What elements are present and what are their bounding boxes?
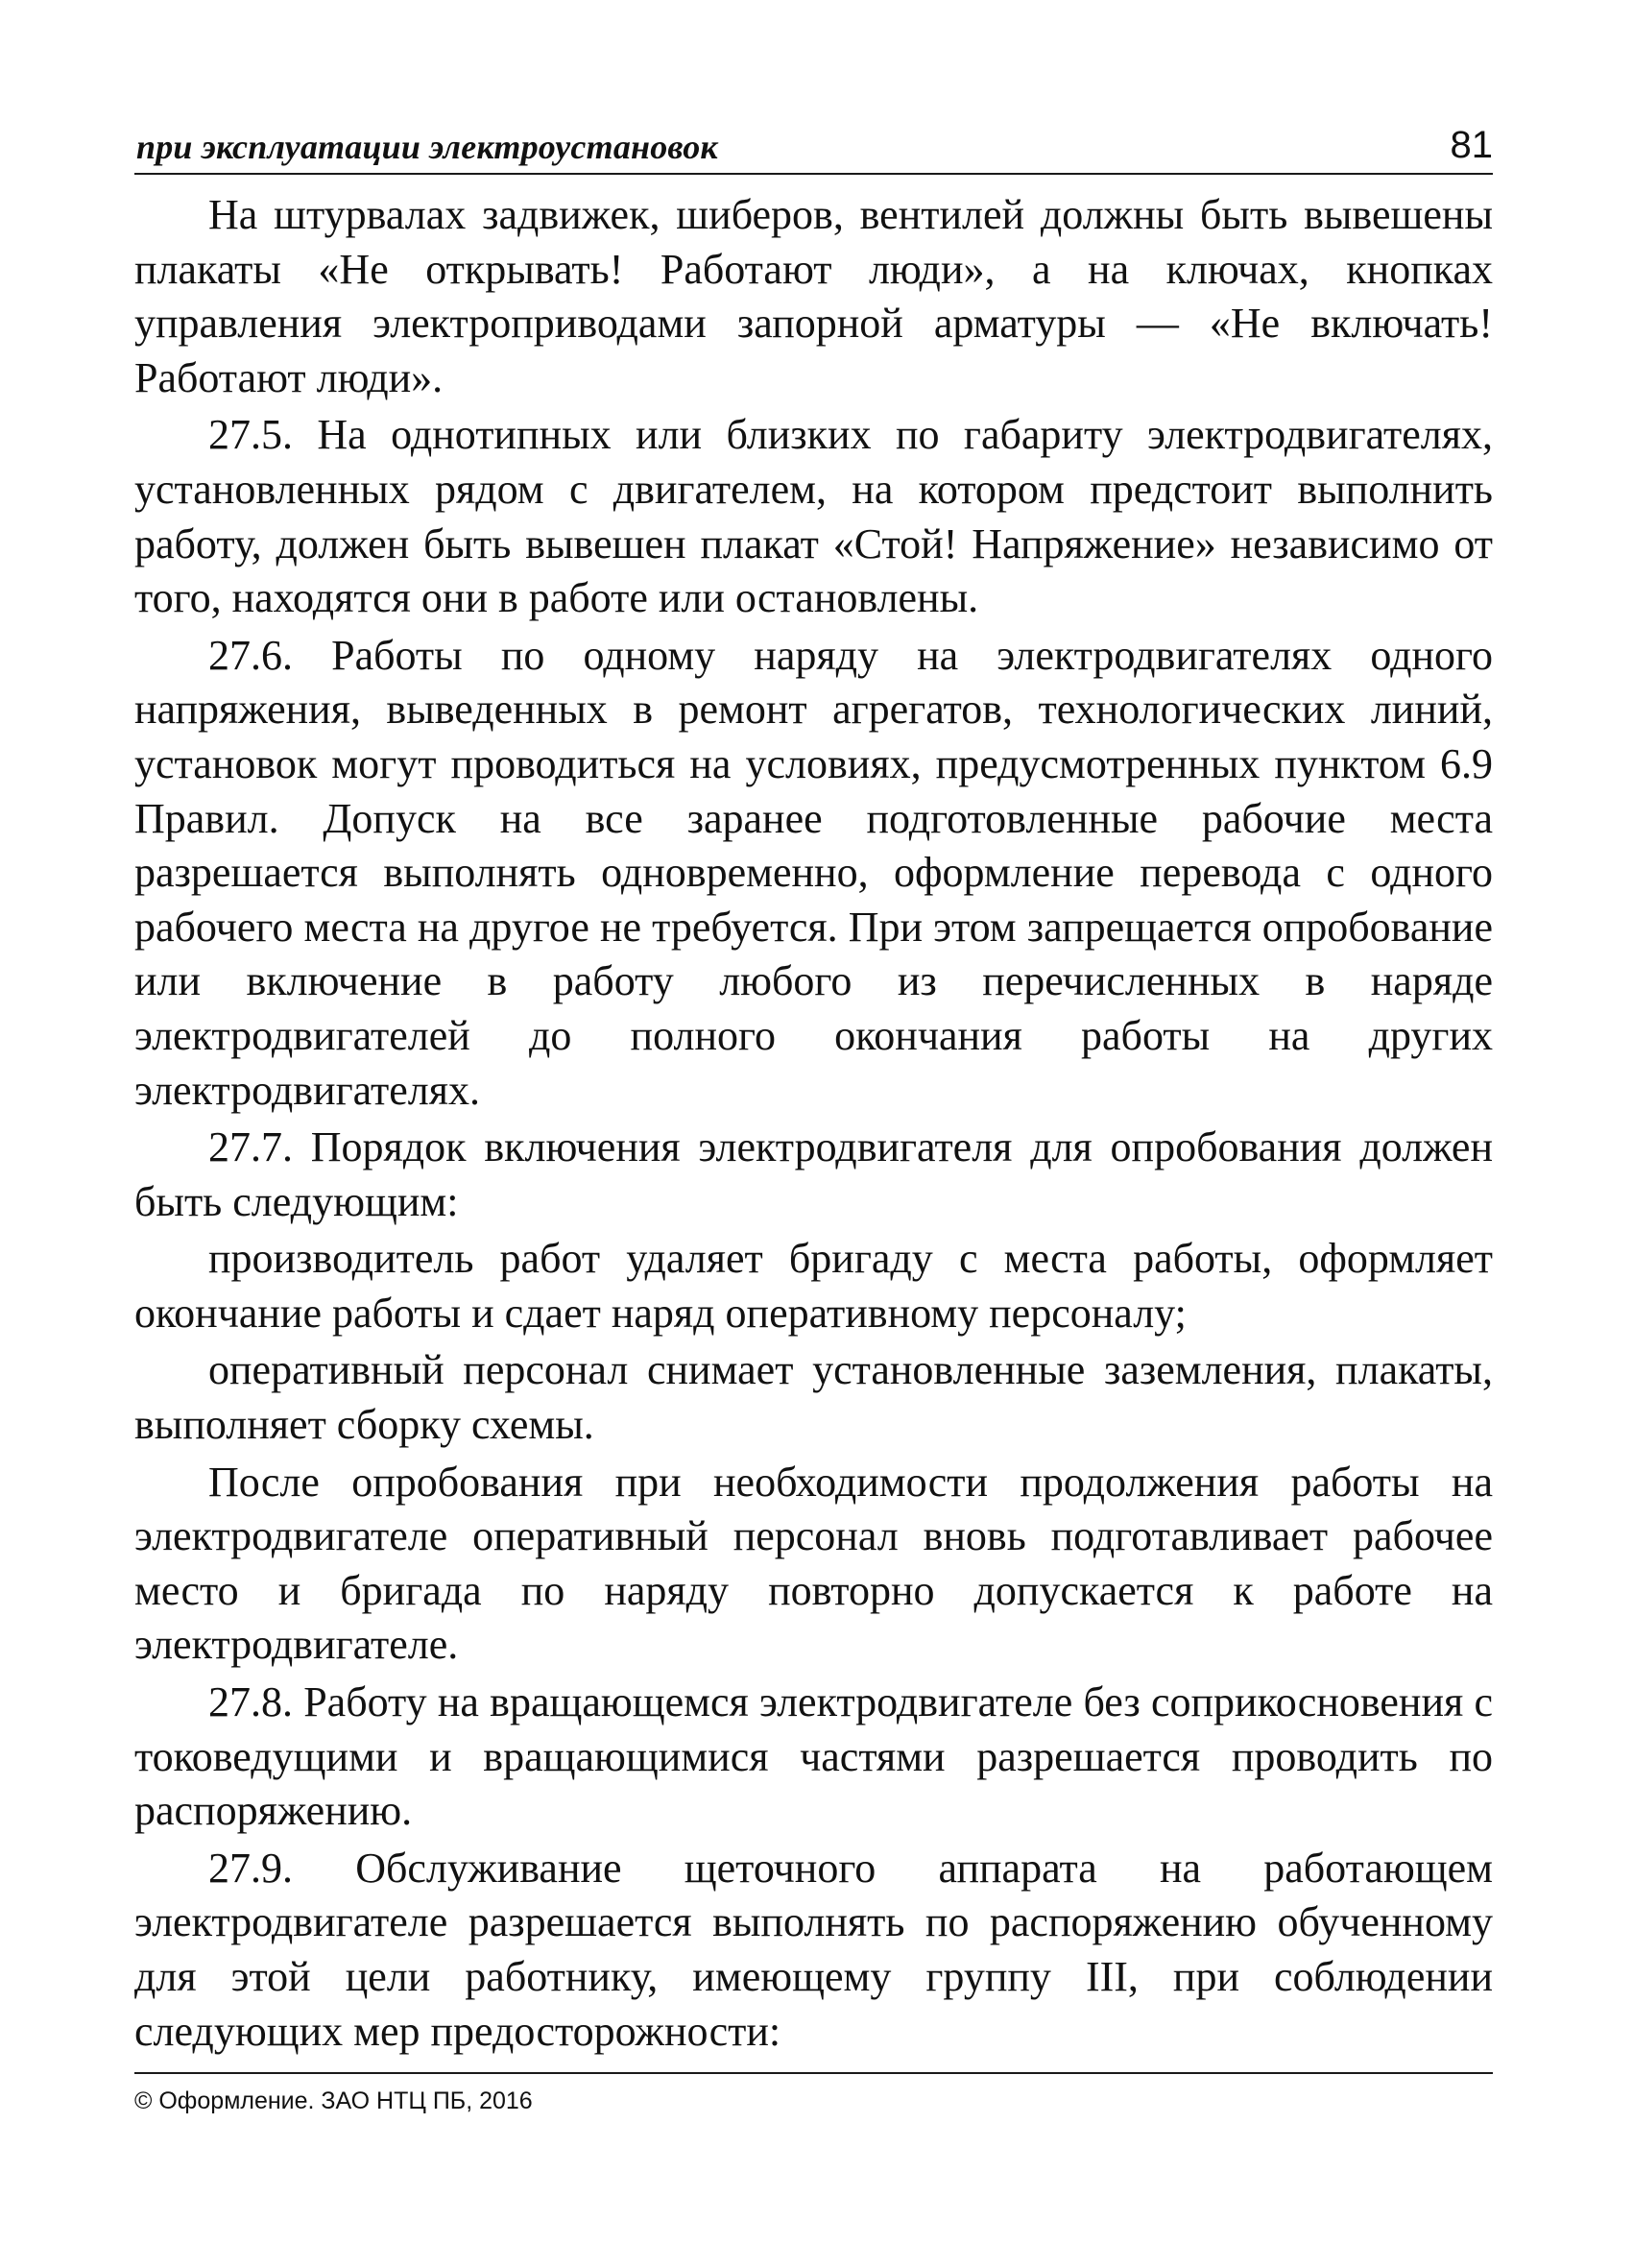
paragraph-intro: На штурвалах задвижек, шиберов, вентилей должны быть вывешены плакаты «Не открывать! Работают люди», а на ключах, кнопках управления электроприводами запорной арматуры — «Не включать! Работают люди». xyxy=(134,191,1493,401)
paragraph-after-test: После опробования при необходимости продолжения работы на электродвигателе оперативный персонал вновь подготавливает рабочее место и бригада по наряду повторно допускается к работе на электродвигателе. xyxy=(134,1458,1493,1669)
footer-rule xyxy=(134,2072,1493,2074)
paragraph-27-6: 27.6. Работы по одному наряду на электродвигателях одного напряжения, выведенных в ремонт агрегатов, технологических линий, установок могут проводиться на условиях, предусмотренных пунктом 6.9 Правил. Допуск на все заранее подготовленные рабочие места разрешается выполнять одновременно, оформление перевода с одного рабочего места на другое не требуется. При этом запрещается опробование или включение в работу любого из перечисленных в наряде электродвигателей до полного окончания работы на других электродвигателях. xyxy=(134,631,1493,1114)
page-number: 81 xyxy=(1450,124,1493,166)
paragraph-27-7: 27.7. Порядок включения электродвигателя для опробования должен быть следующим: xyxy=(134,1123,1493,1225)
paragraph-27-5: 27.5. На однотипных или близких по габариту электродвигателях, установленных рядом с двигателем, на котором предстоит выполнить работу, должен быть вывешен плакат «Стой! Напряжение» независимо от того, находятся они в работе или остановлены. xyxy=(134,411,1493,622)
paragraph-27-9: 27.9. Обслуживание щеточного аппарата на работающем электродвигателе разрешается выполнять по распоряжению обученному для этой цели работнику, имеющему группу III, при соблюдении следующих мер предосторожности: xyxy=(134,1844,1493,2055)
body-text xyxy=(134,188,1493,2062)
document-page xyxy=(134,0,1493,2268)
paragraph-27-8: 27.8. Работу на вращающемся электродвигателе без соприкосновения с токоведущими и вращающимися частями разрешается проводить по распоряжению. xyxy=(134,1678,1493,1835)
footer-copyright: © Оформление. ЗАО НТЦ ПБ, 2016 xyxy=(134,2087,533,2114)
paragraph-step-2: оперативный персонал снимает установленные заземления, плакаты, выполняет сборку схемы. xyxy=(134,1346,1493,1449)
paragraph-step-1: производитель работ удаляет бригаду с места работы, оформляет окончание работы и сдает наряд оперативному персоналу; xyxy=(134,1235,1493,1337)
running-title: при эксплуатации электроустановок xyxy=(136,128,718,166)
running-header xyxy=(134,125,1493,175)
